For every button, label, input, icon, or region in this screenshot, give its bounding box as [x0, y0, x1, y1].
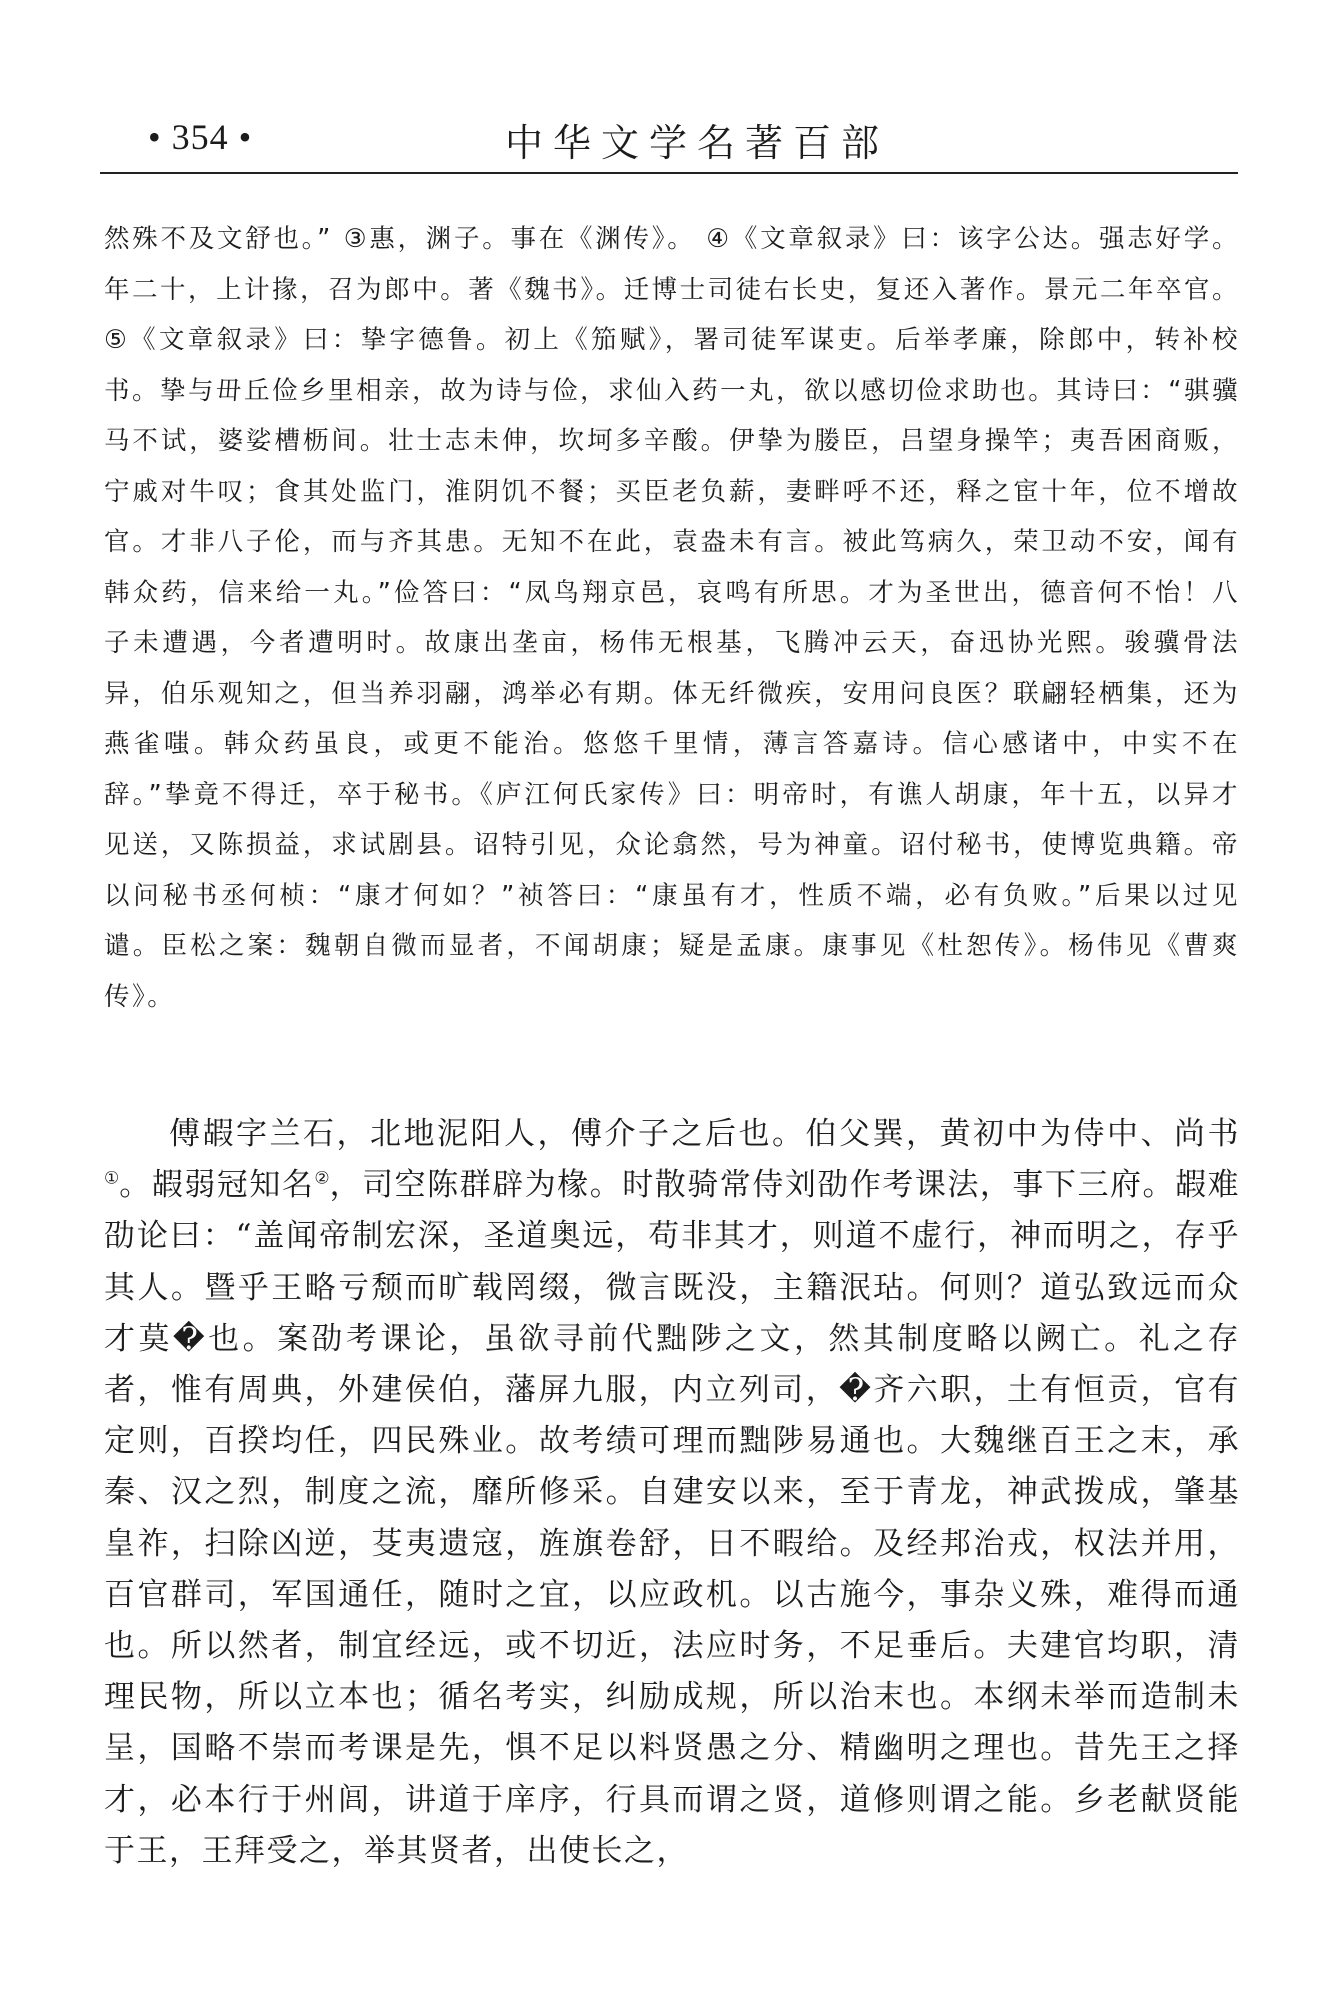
- main-text: [104, 1109, 1240, 1877]
- main-text-part-3: ，司空陈群辟为椽。时散骑常侍刘劭作考课法，事下三府。嘏难劭论曰：“盖闻帝制宏深，圣道奥远，苟非其才，则道不虚行，神而明之，存乎其人。暨乎王略亏颓而旷载罔缀，微言既没，主籍泯玷。何则？道弘致远而众才莫�也。案劭考课论，虽欲寻前代黜陟之文，然其制度略以阙亡。礼之存者，惟有周典，外建侯伯，藩屏九服，内立列司，�齐六职，土有恒贡，官有定则，百揆均任，四民殊业。故考绩可理而黜陟易通也。大魏继百王之末，承秦、汉之烈，制度之流，靡所修采。自建安以来，至于青龙，神武拨成，肇基皇祚，扫除凶逆，芟夷遗寇，旌旗卷舒，日不暇给。及经邦治戎，权法并用，百官群司，军国通任，随时之宜，以应政机。以古施今，事杂义殊，难得而通也。所以然者，制宜经远，或不切近，法应时务，不足垂后。夫建官均职，清理民物，所以立本也；循名考实，纠励成规，所以治末也。本纲未举而造制未呈，国略不崇而考课是先，惧不足以料贤愚之分、精幽明之理也。昔先王之择才，必本行于州闾，讲道于庠序，行具而谓之贤，道修则谓之能。乡老献贤能于王，王拜受之，举其贤者，出使长之，: [104, 1167, 1241, 1869]
- page-header: [100, 112, 1238, 164]
- footnote-marker-1: ①: [104, 1168, 120, 1189]
- footnote-marker-2: ②: [314, 1168, 330, 1189]
- main-text-part-2: 。嘏弱冠知名: [119, 1167, 315, 1204]
- page-number: • 354 •: [148, 117, 253, 157]
- annotation-notes: 然殊不及文舒也。” ③惠，渊子。事在《渊传》。 ④《文章叙录》曰：该字公达。强志好学。年二十，上计掾，召为郎中。著《魏书》。迁博士司徒右长史，复还入著作。景元二年卒官。 ⑤《文章叙录》曰：挚字德鲁。初上《笳赋》，署司徒军谋吏。后举孝廉，除郎中，转补校书。挚与毌丘俭乡里相亲，故为诗与俭，求仙入药一丸，欲以感切俭求助也。其诗曰：“骐骥马不试，婆娑槽枥间。壮士志未伸，坎坷多辛酸。伊挚为媵臣，吕望身操竿；夷吾困商贩，宁戚对牛叹；食其处监门，淮阴饥不餐；买臣老负薪，妻畔呼不还，释之宦十年，位不增故官。才非八子伦，而与齐其患。无知不在此，袁盎未有言。被此笃病久，荣卫动不安，闻有韩众药，信来给一丸。”俭答曰：“凤鸟翔京邑，哀鸣有所思。才为圣世出，德音何不怡！八子未遭遇，今者遭明时。故康出垄亩，杨伟无根基，飞腾冲云天，奋迅协光熙。骏骥骨法异，伯乐观知之，但当养羽翮，鸿举必有期。体无纤微疾，安用问良医？联翩轻栖集，还为燕雀嗤。韩众药虽良，或更不能治。悠悠千里情，薄言答嘉诗。信心感诸中，中实不在辞。”挚竟不得迁，卒于秘书。《庐江何氏家传》曰：明帝时，有谯人胡康，年十五，以异才见送，又陈损益，求试剧县。诏特引见，众论翕然，号为神童。诏付秘书，使博览典籍。帝以问秘书丞何桢：“康才何如？”祯答曰：“康虽有才，性质不端，必有负败。”后果以过见谴。臣松之案：魏朝自微而显者，不闻胡康；疑是孟康。康事见《杜恕传》。杨伟见《曹爽传》。: [104, 224, 1251, 1012]
- main-text-part-1: 傅嘏字兰石，北地泥阳人，傅介子之后也。伯父巽，黄初中为侍中、尚书: [168, 1116, 1240, 1152]
- header-rule: [100, 172, 1238, 174]
- book-title: 中华文学名著百部: [505, 121, 890, 165]
